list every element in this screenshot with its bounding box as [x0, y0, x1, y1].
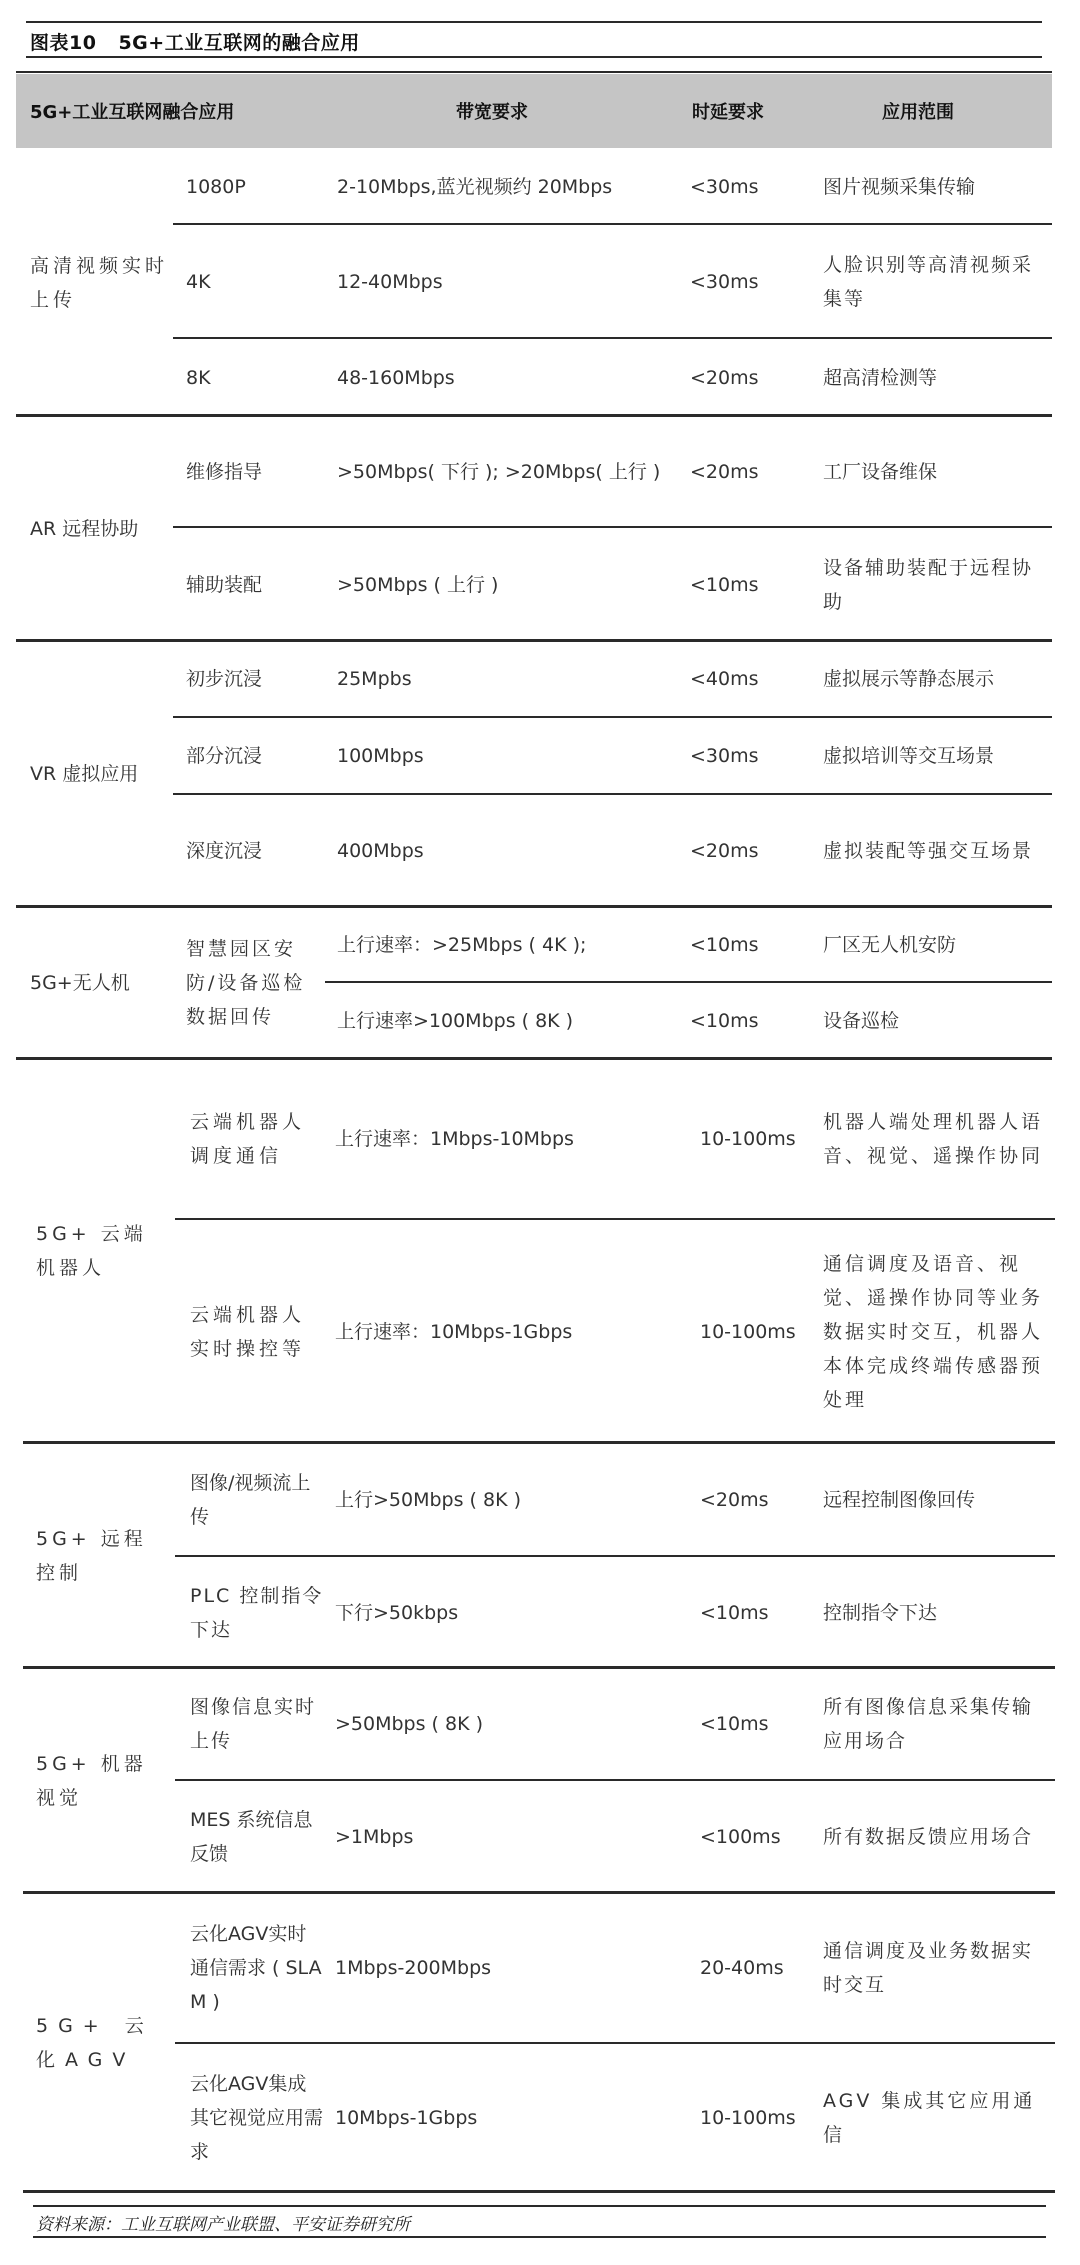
scope-cell: 机器人端处理机器人语音、视觉、遥操作协同 — [823, 1111, 1044, 1167]
header-bandwidth: 带宽要求 — [456, 102, 528, 123]
category-cell: 5G+ 机器视觉 — [36, 1752, 147, 1809]
bandwidth-cell: 2-10Mbps,蓝光视频约 20Mbps — [337, 176, 613, 198]
bandwidth-cell: >50Mbps ( 8K ) — [335, 1713, 484, 1735]
scope-cell: 厂区无人机安防 — [823, 934, 957, 956]
scope-cell: 通信调度及语音、视觉、遥操作协同等业务数据实时交互，机器人本体完成终端传感器预处理 — [823, 1252, 1044, 1411]
sub-cell: 辅助装配 — [186, 573, 263, 596]
latency-cell: <100ms — [700, 1826, 781, 1848]
header-latency: 时延要求 — [692, 102, 764, 123]
sub-cell: 深度沉浸 — [186, 840, 263, 862]
latency-cell: <10ms — [690, 934, 759, 956]
sub-cell: 1080P — [186, 176, 246, 198]
latency-cell: 10-100ms — [700, 1128, 796, 1150]
latency-cell: <10ms — [700, 1601, 769, 1624]
latency-cell: 10-100ms — [700, 2107, 796, 2129]
row-divider — [173, 223, 1052, 225]
figure-title — [30, 28, 360, 55]
bandwidth-cell: 10Mbps-1Gbps — [335, 2107, 478, 2129]
sub-cell: 图像/视频流上传 — [190, 1471, 311, 1528]
category-cell: 5G+ 远程控制 — [36, 1527, 147, 1584]
scope-cell: 通信调度及业务数据实时交互 — [823, 1940, 1034, 1996]
scope-cell: 设备辅助装配于远程协助 — [823, 556, 1034, 613]
header-application: 5G+工业互联网融合应用 — [30, 102, 235, 123]
bandwidth-cell: 下行>50kbps — [335, 1601, 459, 1624]
bandwidth-cell: 上行速率>100Mbps ( 8K ) — [337, 1010, 574, 1032]
latency-cell: 20-40ms — [700, 1957, 784, 1979]
scope-cell: 远程控制图像回传 — [823, 1488, 976, 1511]
bandwidth-cell: 上行速率：>25Mbps ( 4K ); — [337, 934, 587, 956]
sub-cell: 部分沉浸 — [186, 745, 263, 767]
figure-title-text: 5G+工业互联网的融合应用 — [118, 32, 360, 54]
bandwidth-cell: 400Mbps — [337, 840, 424, 862]
row-divider — [175, 1779, 1055, 1781]
sub-cell: PLC 控制指令下达 — [190, 1584, 324, 1641]
row-divider — [175, 1555, 1055, 1557]
header-scope: 应用范围 — [882, 102, 954, 123]
table-bottom-rule — [23, 2190, 1055, 2193]
sub-cell: 4K — [186, 271, 211, 293]
latency-cell: 10-100ms — [700, 1320, 796, 1343]
bandwidth-cell: 上行速率：10Mbps-1Gbps — [335, 1320, 573, 1343]
latency-cell: <40ms — [690, 668, 759, 690]
row-divider — [175, 2042, 1055, 2044]
title-bottom-rule — [26, 56, 1042, 58]
category-cell: VR 虚拟应用 — [30, 763, 139, 785]
category-cell: 高清视频实时上传 — [30, 254, 169, 311]
sub-cell: 云化AGV集成其它视觉应用需求 — [190, 2073, 324, 2163]
scope-cell: 控制指令下达 — [823, 1601, 938, 1624]
bandwidth-cell: >50Mbps ( 上行 ) — [337, 573, 499, 596]
sub-cell: 图像信息实时上传 — [190, 1696, 317, 1752]
category-cell: 5G+ 云化AGV — [36, 2014, 154, 2071]
title-top-rule — [26, 21, 1042, 23]
bandwidth-cell: 25Mpbs — [337, 668, 412, 690]
bandwidth-cell: 上行速率：1Mbps-10Mbps — [335, 1128, 574, 1150]
latency-cell: <10ms — [700, 1713, 769, 1735]
latency-cell: <10ms — [690, 1010, 759, 1032]
sub-cell: 云端机器人实时操控等 — [190, 1303, 306, 1360]
bandwidth-cell: >50Mbps( 下行 ); >20Mbps( 上行 ) — [337, 460, 661, 483]
latency-cell: <30ms — [690, 745, 759, 767]
figure-label: 图表10 — [30, 32, 97, 54]
scope-cell: 虚拟装配等强交互场景 — [823, 840, 1034, 862]
latency-cell: <20ms — [690, 366, 759, 389]
scope-cell: 所有数据反馈应用场合 — [823, 1826, 1034, 1848]
row-divider — [173, 337, 1052, 339]
latency-cell: <20ms — [690, 460, 759, 483]
scope-cell: 人脸识别等高清视频采集等 — [823, 254, 1034, 310]
category-cell: 5G+无人机 — [30, 972, 130, 994]
scope-cell: 虚拟展示等静态展示 — [823, 668, 995, 690]
bandwidth-cell: 12-40Mbps — [337, 271, 443, 293]
latency-cell: <30ms — [690, 176, 759, 198]
scope-cell: AGV 集成其它应用通信 — [823, 2090, 1036, 2146]
bandwidth-cell: 1Mbps-200Mbps — [335, 1957, 492, 1979]
latency-cell: <10ms — [690, 573, 759, 596]
scope-cell: 所有图像信息采集传输应用场合 — [823, 1696, 1034, 1752]
bandwidth-cell: 48-160Mbps — [337, 366, 455, 389]
row-divider — [175, 1218, 1055, 1220]
row-divider — [173, 716, 1052, 718]
sub-cell: MES 系统信息反馈 — [190, 1809, 313, 1865]
scope-cell: 图片视频采集传输 — [823, 176, 976, 198]
sub-cell-merged: 智慧园区安防/设备巡检数据回传 — [186, 938, 306, 1028]
scope-cell: 设备巡检 — [823, 1010, 900, 1032]
sub-cell: 维修指导 — [186, 460, 263, 483]
sub-cell: 初步沉浸 — [186, 668, 263, 690]
scope-cell: 工厂设备维保 — [823, 460, 938, 483]
table-header — [16, 74, 1052, 148]
bandwidth-cell: 100Mbps — [337, 745, 424, 767]
scope-cell: 超高清检测等 — [823, 366, 938, 389]
row-divider — [173, 526, 1052, 528]
bandwidth-cell: 上行>50Mbps ( 8K ) — [335, 1488, 522, 1511]
sub-cell: 云端机器人调度通信 — [190, 1111, 306, 1167]
bandwidth-cell: >1Mbps — [335, 1826, 414, 1848]
latency-cell: <20ms — [690, 840, 759, 862]
category-cell: 5G+ 云端机器人 — [36, 1223, 147, 1279]
category-cell: AR 远程协助 — [30, 517, 139, 540]
sub-cell: 云化AGV实时通信需求 ( SLAM ) — [190, 1923, 322, 2013]
source-bottom-rule — [33, 2236, 1046, 2238]
source-top-rule — [33, 2205, 1046, 2207]
sub-cell: 8K — [186, 366, 211, 389]
latency-cell: <30ms — [690, 271, 759, 293]
row-divider — [173, 793, 1052, 795]
scope-cell: 虚拟培训等交互场景 — [823, 745, 995, 767]
row-divider — [325, 981, 1052, 983]
table-top-rule — [16, 71, 1052, 73]
latency-cell: <20ms — [700, 1488, 769, 1511]
source-note: 资料来源：工业互联网产业联盟、平安证券研究所 — [36, 2215, 410, 2235]
